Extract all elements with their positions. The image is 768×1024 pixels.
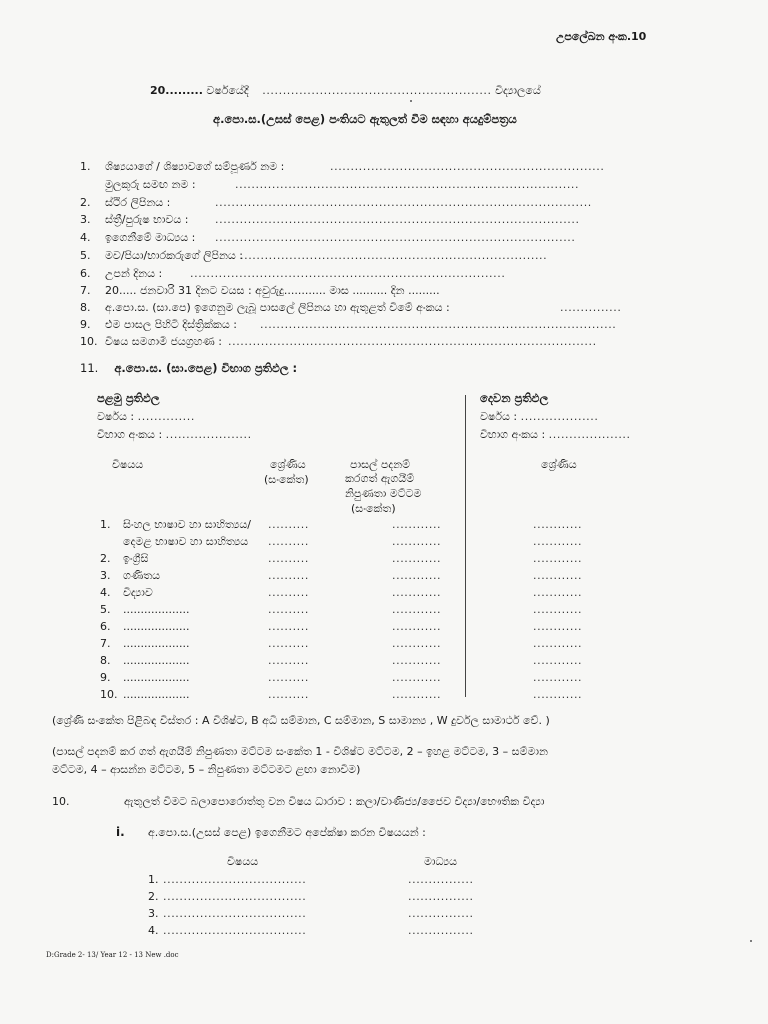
second-result-title: දෙවන ප්‍රතිඵල [480,391,549,405]
result-row-grade-2[interactable]: ............ [533,654,583,667]
first-index-label: විභාග අංකය : [97,428,163,441]
al-row-subject-field[interactable]: ................................... [163,924,307,937]
result-row-level[interactable]: ............ [392,603,442,616]
subjects-sub-number: i. [116,825,125,839]
second-result-index [480,428,631,442]
result-row-subject: ගණිතය [123,569,161,582]
col-header-level-2: කරගත් ඇගයීම් [345,472,415,485]
col-header-grade: ශ්‍රේණිය [270,458,306,471]
result-row-subject: විද්‍යාව [123,586,153,599]
first-index-field[interactable]: ..................... [165,428,252,441]
result-row-number: 9. [100,671,111,684]
result-row-grade-2[interactable]: ............ [533,671,583,684]
field-label: ඉගෙනීමේ මාධ්‍යය : [105,231,196,244]
field-number: 5. [80,249,91,262]
result-row-level[interactable]: ............ [392,586,442,599]
scan-speck [750,940,752,942]
result-row-grade[interactable]: .......... [268,586,309,599]
field-input[interactable]: ............................................................................................ [215,196,592,209]
field-number: 2. [80,196,91,209]
field-number: 8. [80,301,91,314]
field-label: ස්ථිර ලිපිනය : [105,196,171,209]
field-label: ස්ත්‍රී/පුරුෂ භාවය : [105,213,189,226]
col-header-level-1: පාසල් පදනම් [350,458,411,471]
field-number: 1. [80,160,91,173]
field-input[interactable]: ............................................................................. [190,267,506,280]
al-col-subject: විෂයය [227,855,259,868]
result-row-subject[interactable]: ................... [123,620,190,633]
result-row-grade-2[interactable]: ............ [533,569,583,582]
results-divider [465,395,466,697]
field-number: 6. [80,267,91,280]
subjects-sub-text: අ.පො.ස.(උසස් පෙළ) ඉගෙනීමට අපේක්ෂා කරන විෂයයන් : [148,826,426,839]
al-row-number: 1. [148,873,159,886]
level-note-line-2: මට්ටම, 4 – ආසන්න මට්ටම, 5 – නිපුණතා මට්ටමට ළඟා නොවීම) [52,763,361,776]
field-input[interactable]: ....................................................................................... [260,318,617,331]
result-row-level[interactable]: ............ [392,518,442,531]
first-result-index [97,428,252,442]
result-row-level[interactable]: ............ [392,569,442,582]
col-header-level-4: (සංකේත) [351,502,396,515]
form-title: අ.පො.ස.(උසස් පෙළ) පංතියට ඇතුලත් වීම සඳහා අයදුම්පත්‍රය [213,112,517,126]
result-row-grade-2[interactable]: ............ [533,637,583,650]
al-row-number: 3. [148,907,159,920]
field-input[interactable]: ......................................................................................... [215,213,580,226]
result-row-grade-2[interactable]: ............ [533,603,583,616]
result-row-grade[interactable]: .......... [268,671,309,684]
field-number: 9. [80,318,91,331]
field-label: 20..... ජනවාරි 31 දිනට වයස : අවුරුදු............ මාස .......... දින ......... [105,284,440,297]
field-number: 10. [80,335,98,348]
school-word: විද්‍යාලයේ [495,84,541,97]
result-row-level[interactable]: ............ [392,688,442,701]
result-row-subject[interactable]: ................... [123,688,190,701]
result-row-number: 3. [100,569,111,582]
result-row-level[interactable]: ............ [392,552,442,565]
year-line [150,84,541,98]
first-result-title: පළමු ප්‍රතිඵල [97,391,160,405]
first-year-label: වර්ෂය : [97,410,135,423]
result-row-level[interactable]: ............ [392,535,442,548]
result-row-subject[interactable]: ................... [123,654,190,667]
result-row-grade[interactable]: .......... [268,688,309,701]
section-11-title: අ.පො.ස. (සා.පෙළ) විභාග ප්‍රතිඵල : [114,361,298,375]
field-label: මුලකුරු සමඟ නම : [105,178,196,191]
first-year-field[interactable]: .............. [137,410,195,423]
result-row-number: 8. [100,654,111,667]
result-row-grade[interactable]: .......... [268,620,309,633]
school-name-field[interactable]: ........................................................ [262,84,492,97]
result-row-grade[interactable]: .......... [268,518,309,531]
field-input[interactable]: ................................................................... [330,160,605,173]
result-row-grade-2[interactable]: ............ [533,688,583,701]
year-word: වර්ෂයේදී [206,84,249,97]
second-result-year [480,410,598,424]
section-11-heading [80,361,297,376]
col-header-grade-sub: (සංකේත) [264,473,309,486]
al-row-subject-field[interactable]: ................................... [163,890,307,903]
section-11-number: 11. [80,361,99,375]
second-year-field[interactable]: ................... [520,410,599,423]
result-row-grade-2[interactable]: ............ [533,586,583,599]
field-input[interactable]: ........................................................................... [240,249,548,262]
stream-section-text: ඇතුලත් වීමට බලාපොරොත්තු වන විෂය ධාරාව : කලා/වාණිජ්‍ය/ජෛව විද්‍යා/භෞතික විද්‍යා [124,795,545,808]
al-row-subject-field[interactable]: ................................... [163,873,307,886]
result-row-subject[interactable]: ................... [123,603,190,616]
result-row-level[interactable]: ............ [392,654,442,667]
field-number: 3. [80,213,91,226]
field-input[interactable]: ........................................................................................ [215,231,576,244]
result-row-subject[interactable]: ................... [123,637,190,650]
result-row-grade[interactable]: .......... [268,637,309,650]
field-label: අ.පො.ස. (සා.පෙ) ඉගෙනුම ලැබූ පාසලේ ලිපිනය හා ඇතුළත් වීමේ අංකය : [105,301,450,314]
al-row-number: 2. [148,890,159,903]
result-row-number: 5. [100,603,111,616]
al-row-subject-field[interactable]: ................................... [163,907,307,920]
col-header-grade-2: ශ්‍රේණිය [541,458,577,471]
field-label: එම පාසල පිහිටි දිස්ත්‍රික්කය : [105,318,237,331]
al-row-medium-field[interactable]: ................ [408,890,474,903]
stream-section-number: 10. [52,795,70,808]
result-row-grade[interactable]: .......... [268,569,309,582]
col-header-subject: විෂයය [112,458,144,471]
result-row-number: 1. [100,518,111,531]
result-row-grade[interactable]: .......... [268,535,309,548]
result-row-number: 10. [100,688,118,701]
field-number: 4. [80,231,91,244]
result-row-grade-2[interactable]: ............ [533,552,583,565]
result-row-grade[interactable]: .......... [268,552,309,565]
result-row-subject: දෙමළ භාෂාව හා සාහිත්‍යය [123,535,249,548]
result-row-grade-2[interactable]: ............ [533,620,583,633]
result-row-number: 6. [100,620,111,633]
level-note-line-1: (පාසල් පදනම් කර ගත් ඇගයීම් නිපුණතා මට්ටම සංකේත 1 - විශිෂ්ට මට්ටම, 2 – ඉහළ මට්ටම, 3 – සම්මාන [52,745,548,758]
field-number: 7. [80,284,91,297]
second-index-field[interactable]: .................... [548,428,631,441]
result-row-grade[interactable]: .......... [268,603,309,616]
grade-symbols-note: (ශ්‍රේණි සංකේත පිළිබඳ විස්තර : A විශිෂ්ට, B අධි සම්මාන, C සම්මාන, S සාමාන්‍ය , W දුර්වල සාමාර්ථ වේ. ) [52,714,550,727]
result-row-number: 7. [100,637,111,650]
al-row-number: 4. [148,924,159,937]
second-year-label: වර්ෂය : [480,410,518,423]
al-col-medium: මාධ්‍යය [424,855,458,868]
scan-speck [410,100,412,102]
year-prefix[interactable]: 20......... [150,84,203,97]
second-index-label: විභාග අංකය : [480,428,546,441]
result-row-level[interactable]: ............ [392,637,442,650]
field-input[interactable]: .......................................................................................... [228,335,597,348]
result-row-number: 4. [100,586,111,599]
result-row-level[interactable]: ............ [392,671,442,684]
reference-label: උපලේඛන අංක.10 [556,30,647,43]
result-row-subject[interactable]: ................... [123,671,190,684]
field-input[interactable]: ............... [560,301,622,314]
result-row-subject: ඉංග්‍රීසි [123,552,149,565]
footer-file-path: D:Grade 2- 13/ Year 12 - 13 New .doc [46,951,179,959]
field-label: මව/පියා/භාරකරුගේ ලිපිනය : [105,249,243,262]
result-row-subject: සිංහල භාෂාව හා සාහිත්‍යය/ [123,518,251,531]
al-row-medium-field[interactable]: ................ [408,873,474,886]
result-row-grade-2[interactable]: ............ [533,535,583,548]
field-label: උපන් දිනය : [105,267,163,280]
result-row-number: 2. [100,552,111,565]
al-row-medium-field[interactable]: ................ [408,907,474,920]
field-label: විෂය සමගාමී ජයග්‍රහණ : [105,335,222,348]
field-label: ශිෂ්‍යයාගේ / ශිෂ්‍යාවගේ සම්පූර්ණ නම : [105,160,285,173]
result-row-grade-2[interactable]: ............ [533,518,583,531]
result-row-level[interactable]: ............ [392,620,442,633]
al-row-medium-field[interactable]: ................ [408,924,474,937]
field-input[interactable]: .................................................................................... [235,178,580,191]
result-row-grade[interactable]: .......... [268,654,309,667]
col-header-level-3: නිපුණතා මට්ටම [345,487,422,500]
first-result-year [97,410,195,424]
